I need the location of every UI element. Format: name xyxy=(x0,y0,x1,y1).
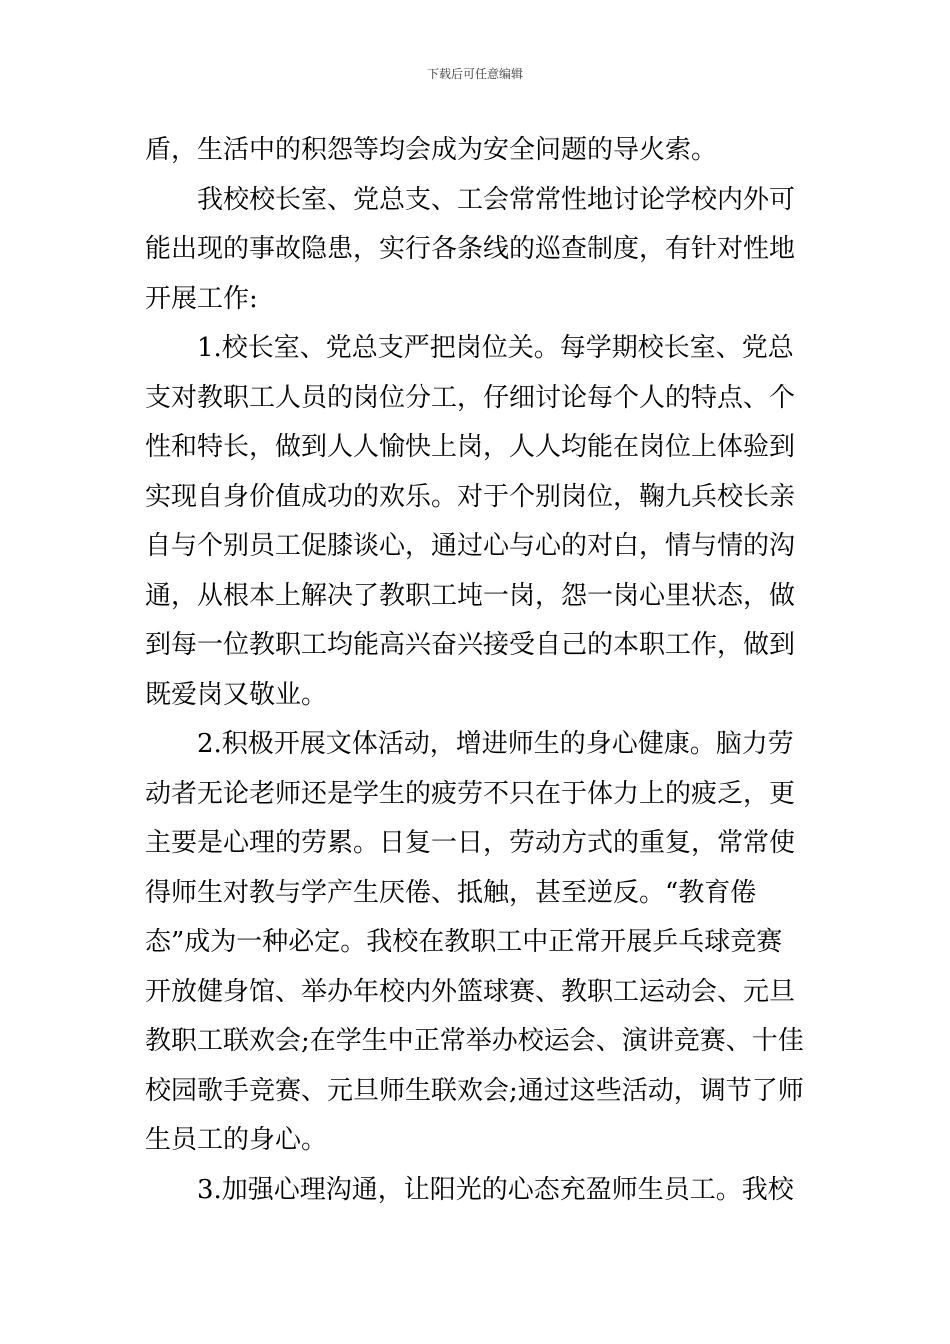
text-line: 2.积极开展文体活动，增进师生的身心健康。脑力劳 xyxy=(197,729,794,759)
text-line: 实现自身价值成功的欢乐。对于个别岗位，鞠九兵校长亲 xyxy=(145,481,796,512)
text-line: 我校校长室、党总支、工会常常性地讨论学校内外可 xyxy=(197,184,796,215)
text-line: 自与个别员工促膝谈心，通过心与心的对白，情与情的沟 xyxy=(145,531,796,561)
text-line: 既爱岗又敬业。 xyxy=(145,679,328,710)
text-line: 动者无论老师还是学生的疲劳不只在于体力上的疲乏，更 xyxy=(145,778,796,809)
text-line: 3.加强心理沟通，让阳光的心态充盈师生员工。我校 xyxy=(197,1174,794,1205)
text-line: 得师生对教与学产生厌倦、抵触，甚至逆反。“教育倦 xyxy=(145,877,757,908)
text-line: 生员工的身心。 xyxy=(145,1125,328,1155)
text-line: 盾，生活中的积怨等均会成为安全问题的导火索。 xyxy=(145,135,718,165)
text-line: 能出现的事故隐患，实行各条线的巡查制度，有针对性地 xyxy=(145,234,796,264)
text-line: 开放健身馆、举办年校内外篮球赛、教职工运动会、元旦 xyxy=(145,976,796,1007)
text-line: 到每一位教职工均能高兴奋兴接受自己的本职工作，做到 xyxy=(145,630,796,660)
text-line: 态”成为一种必定。我校在教职工中正常开展乒乓球竞赛 xyxy=(145,927,783,957)
text-line: 通，从根本上解决了教职工坉一岗，怨一岗心里状态，做 xyxy=(145,580,796,611)
document-body xyxy=(145,126,807,1215)
text-line: 主要是心理的劳累。日复一日，劳动方式的重复，常常使 xyxy=(145,828,796,858)
text-line: 开展工作: xyxy=(145,283,258,314)
text-line: 性和特长，做到人人愉快上岗，人人均能在岗位上体验到 xyxy=(145,432,796,462)
text-line: 校园歌手竞赛、元旦师生联欢会;通过这些活动，调节了师 xyxy=(145,1075,804,1106)
text-line: 支对教职工人员的岗位分工，仔细讨论每个人的特点、个 xyxy=(145,382,796,413)
text-line: 1.校长室、党总支严把岗位关。每学期校长室、党总 xyxy=(197,333,794,363)
text-line: 教职工联欢会;在学生中正常举办校运会、演讲竞赛、十佳 xyxy=(145,1026,804,1056)
page-header: 下载后可任意编辑 xyxy=(426,67,523,81)
